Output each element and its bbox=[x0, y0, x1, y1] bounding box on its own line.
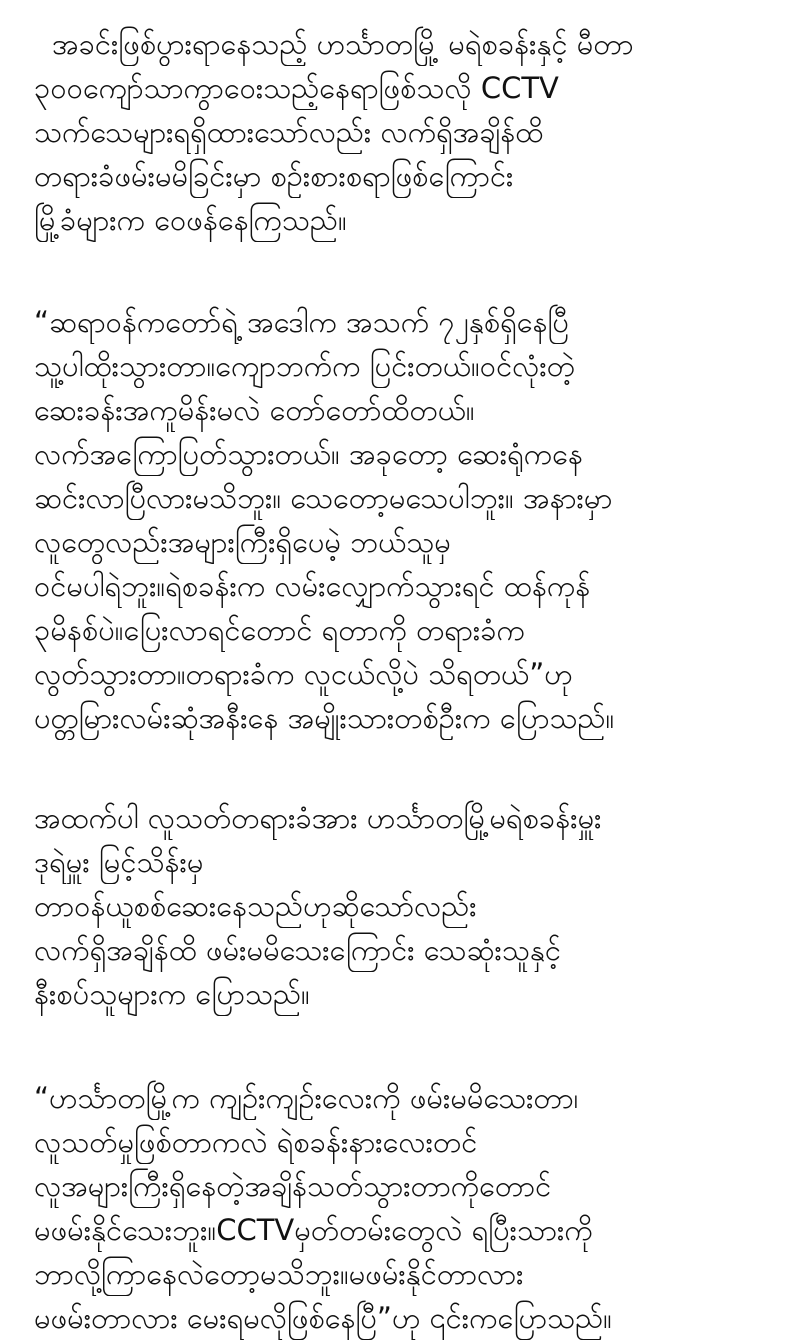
text-line: သူ့ပါထိုးသွားတာ။ကျောဘက်က ပြင်းတယ်။ဝင်လုံးတဲ့ bbox=[34, 349, 575, 383]
text-line: လူအများကြီးရှိနေတဲ့အချိန်သတ်သွားတာကိုတောင် bbox=[34, 1169, 552, 1203]
paragraph-gap bbox=[34, 768, 767, 796]
text-line: မြို့ခံများက ဝေဖန်နေကြသည်။ bbox=[34, 203, 347, 237]
text-line: “ဆရာဝန်ကတော်ရဲ့ အဒေါက အသက် ၇၂နှစ်ရှိနေပြီ bbox=[34, 305, 569, 339]
text-line: “ဟင်္သာတမြို့က ကျဉ်းကျဉ်းလေးကို ဖမ်းမမိသေးတာ၊ bbox=[34, 1081, 579, 1115]
text-line: တရားခံဖမ်းမမိခြင်းမှာ စဉ်းစားစရာဖြစ်ကြောင်း bbox=[34, 159, 514, 193]
text-line: ဘာလို့ကြာနေလဲတော့မသိဘူး။မဖမ်းနိုင်တာလား bbox=[34, 1257, 524, 1291]
text-line: ဆေးခန်းအကူမိန်းမလဲ တော်တော်ထိတယ်။ bbox=[34, 393, 475, 427]
paragraph-2 bbox=[34, 300, 767, 740]
paragraph-1 bbox=[34, 22, 767, 242]
text-line: လူသတ်မှုဖြစ်တာကလဲ ရဲစခန်းနားလေးတင် bbox=[34, 1125, 478, 1159]
text-line: အခင်းဖြစ်ပွားရာနေသည့် ဟင်္သာတမြို့ မရဲစခန်းနှင့် မီတာ bbox=[52, 27, 634, 61]
text-line: လက်ရှိအချိန်ထိ ဖမ်းမမိသေးကြောင်း သေဆုံးသူနှင့် bbox=[34, 933, 561, 967]
text-line: ၃၀၀ကျော်သာကွာဝေးသည့်နေရာဖြစ်သလို CCTV bbox=[34, 71, 559, 105]
text-line: မဖမ်းတာလား မေးရမလိုဖြစ်နေပြီ”ဟု ၎င်းကပြောသည်။ bbox=[34, 1301, 612, 1335]
text-line: လွတ်သွားတာ။တရားခံက လူငယ်လို့ပဲ သိရတယ်”ဟု bbox=[34, 657, 573, 691]
text-line: ဆင်းလာပြီလားမသိဘူး။ သေတော့မသေပါဘူး။ အနားမှာ bbox=[34, 481, 613, 515]
text-line: လူတွေလည်းအများကြီးရှိပေမဲ့ ဘယ်သူမှ bbox=[34, 525, 451, 559]
text-line: ဝင်မပါရဲဘူး။ရဲစခန်းက လမ်းလျှောက်သွားရင် ထန်ကုန် bbox=[34, 569, 591, 603]
paragraph-gap bbox=[34, 1044, 767, 1076]
paragraph-3 bbox=[34, 796, 767, 1016]
paragraph-4 bbox=[34, 1076, 767, 1340]
text-line: အထက်ပါ လူသတ်တရားခံအား ဟင်္သာတမြို့မရဲစခန်းမှူး bbox=[34, 801, 602, 835]
text-line: တာဝန်ယူစစ်ဆေးနေသည်ဟုဆိုသော်လည်း bbox=[34, 889, 477, 923]
text-line: ဒုရဲမှူး မြင့်သိန်းမှ bbox=[34, 845, 204, 879]
text-line: နီးစပ်သူများက ပြောသည်။ bbox=[34, 977, 310, 1011]
text-line: ပတ္တမြားလမ်းဆုံအနီးနေ အမျိုးသားတစ်ဦးက ပြောသည်။ bbox=[34, 701, 615, 735]
paragraph-gap bbox=[34, 270, 767, 300]
text-line: ၃မိနစ်ပဲ။ပြေးလာရင်တောင် ရတာကို တရားခံက bbox=[34, 613, 525, 647]
text-line: မဖမ်းနိုင်သေးဘူး။CCTVမှတ်တမ်းတွေလဲ ရပြီးသားကို bbox=[34, 1213, 593, 1247]
text-line: သက်သေများရရှိထားသော်လည်း လက်ရှိအချိန်ထိ bbox=[34, 115, 544, 149]
text-line: လက်အကြောပြတ်သွားတယ်။ အခုတော့ ဆေးရုံကနေ bbox=[34, 437, 583, 471]
